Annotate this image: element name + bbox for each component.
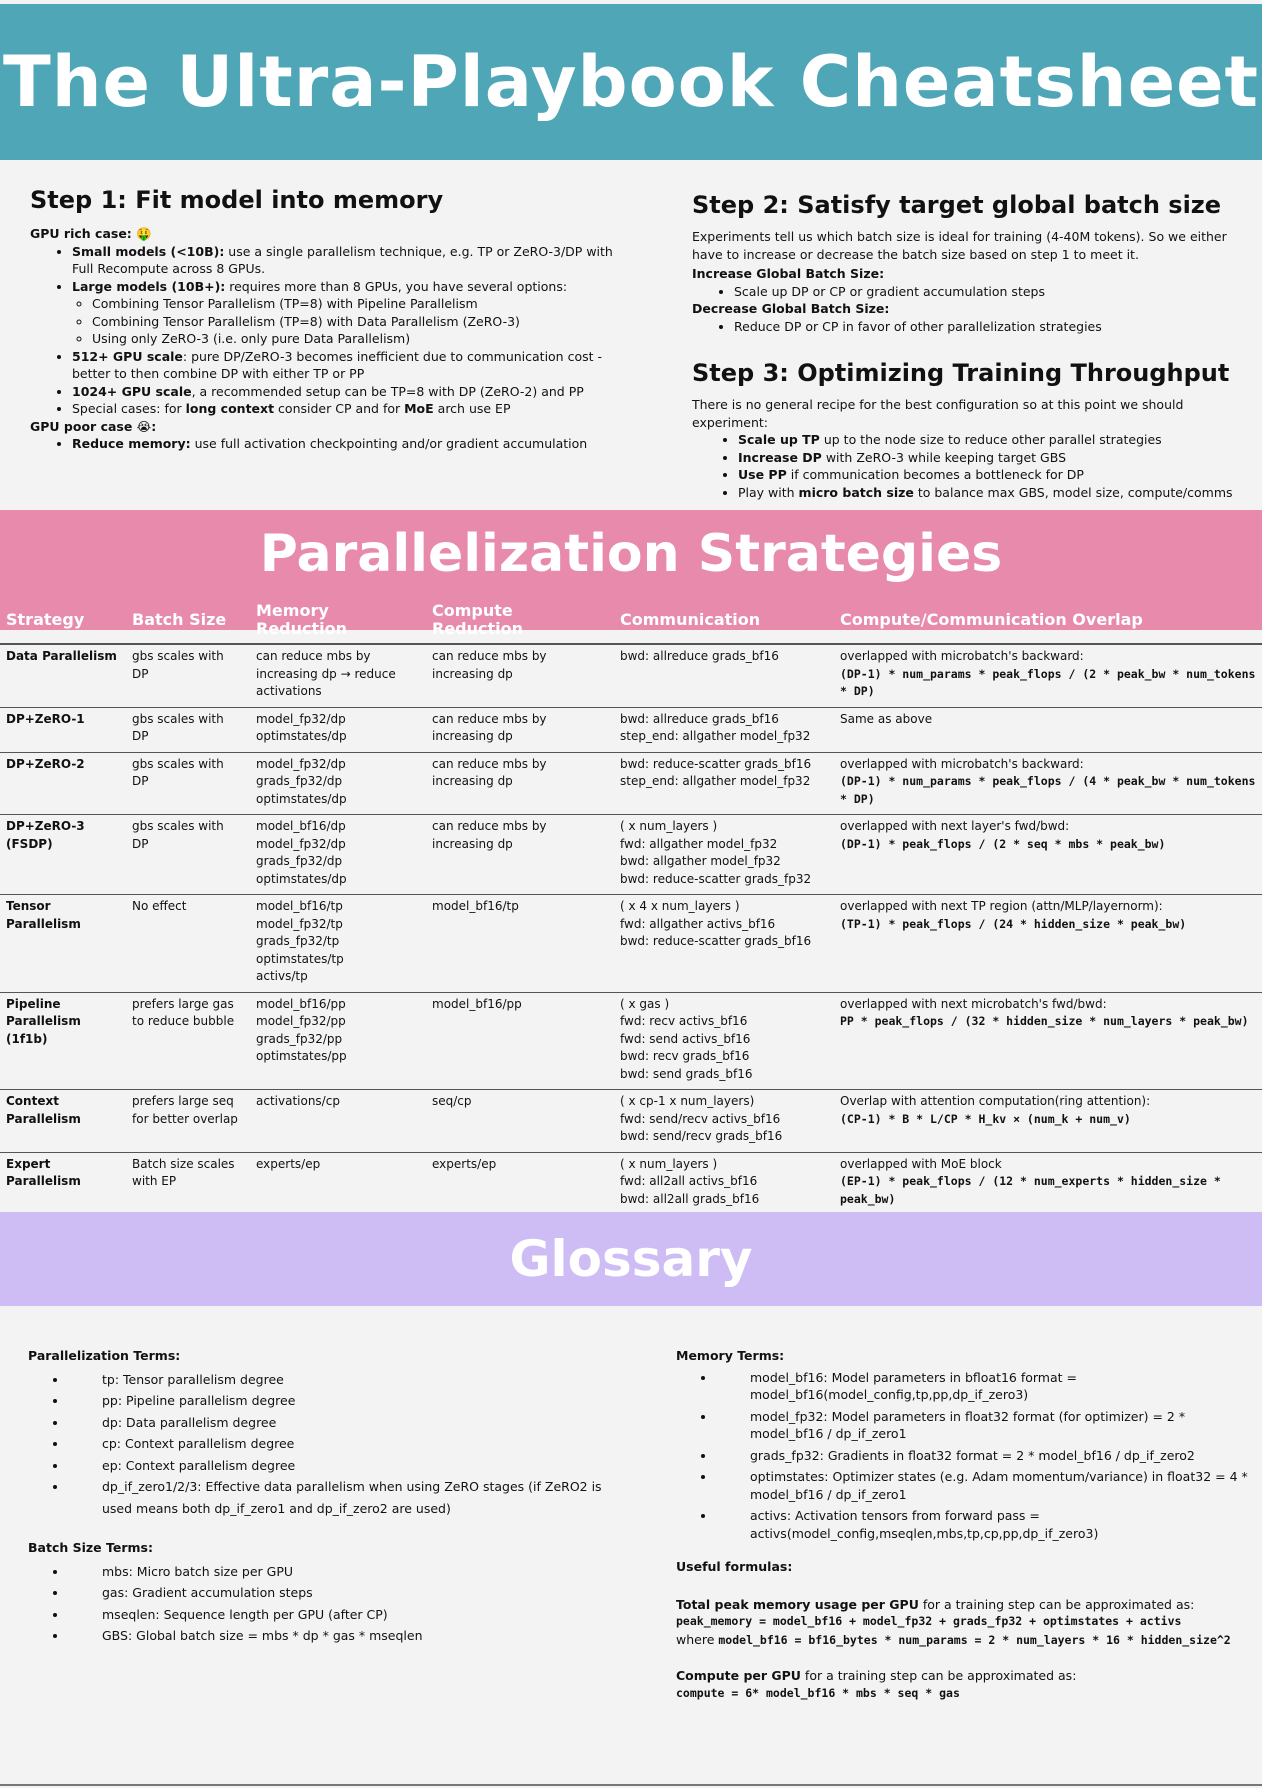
column-header: Compute/Communication Overlap bbox=[840, 609, 1143, 629]
list-item: • tp: Tensor parallelism degree bbox=[68, 1369, 628, 1391]
overlap-cell: overlapped with next TP region (attn/MLP/layernorm): (TP-1) * peak_flops / (24 * hidden_size * peak_bw) bbox=[834, 895, 1262, 993]
memory-reduction-cell: model_fp32/dp optimstates/dp bbox=[256, 711, 347, 743]
strategy-name: Tensor Parallelism bbox=[6, 899, 81, 931]
communication-cell: bwd: reduce-scatter grads_bf16 step_end: allgather model_fp32 bbox=[620, 756, 812, 788]
strategy-name: Data Parallelism bbox=[6, 649, 117, 663]
strategy-name: DP+ZeRO-1 bbox=[6, 711, 85, 726]
overlap-cell: overlapped with microbatch's backward: (DP-1) * num_params * peak_flops / (2 * peak_bw * num_tokens * DP) bbox=[834, 644, 1262, 707]
gpu-poor-label: GPU poor case 😭: bbox=[30, 418, 157, 434]
step1-heading: Step 1: Fit model into memory bbox=[30, 186, 444, 214]
strategy-name: DP+ZeRO-2 bbox=[6, 756, 85, 771]
batch-size-cell: gbs scales with DP bbox=[132, 711, 224, 743]
column-header: Compute Reduction bbox=[432, 601, 524, 638]
memory-reduction-cell: model_fp32/dp grads_fp32/dp optimstates/dp bbox=[256, 756, 347, 806]
compute-reduction-cell: can reduce mbs by increasing dp bbox=[432, 756, 547, 788]
list-item: • Increase DP with ZeRO-3 while keeping target GBS bbox=[738, 449, 1257, 467]
list-item: • activs: Activation tensors from forward pass = activs(model_config,mseqlen,mbs,tp,cp,pp,dp_if_zero3) bbox=[716, 1507, 1256, 1542]
step3-section bbox=[692, 358, 1257, 501]
column-header: Batch Size bbox=[132, 609, 227, 629]
list-item: • Use PP if communication becomes a bottleneck for DP bbox=[738, 466, 1257, 484]
title-banner bbox=[0, 4, 1262, 160]
peak-memory-formula: Total peak memory usage per GPU for a training step can be approximated as: peak_memory = model_bf16 + model_fp32 + grads_fp32 + optimstates + activs where model_bf16 = bf16_bytes * num_params = 2 * num_layers * 16 * hidden_size^2 bbox=[676, 1596, 1231, 1647]
list-item: • model_fp32: Model parameters in float32 format (for optimizer) = 2 * model_bf16 / dp_if_zero1 bbox=[716, 1408, 1256, 1443]
glossary-right bbox=[676, 1345, 1256, 1702]
overlap-cell: Same as above bbox=[840, 711, 933, 726]
step1-section bbox=[30, 185, 625, 453]
compute-reduction-cell: can reduce mbs by increasing dp bbox=[432, 819, 547, 851]
list-item: • gas: Gradient accumulation steps bbox=[68, 1582, 628, 1604]
strategy-name: DP+ZeRO-3 (FSDP) bbox=[6, 819, 85, 851]
list-item: • grads_fp32: Gradients in float32 format = 2 * model_bf16 / dp_if_zero2 bbox=[716, 1447, 1256, 1465]
list-item: • Reduce DP or CP in favor of other parallelization strategies bbox=[734, 318, 1252, 336]
compute-formula: Compute per GPU for a training step can be approximated as: compute = 6* model_bf16 * mbs * seq * gas bbox=[676, 1668, 1077, 1700]
memory-reduction-cell: model_bf16/tp model_fp32/tp grads_fp32/tp optimstates/tp activs/tp bbox=[256, 899, 344, 983]
step2-description: Experiments tell us which batch size is ideal for training (4-40M tokens). So we either have to increase or decrease the batch size based on step 1 to meet it. bbox=[692, 229, 1227, 262]
list-item: • 512+ GPU scale: pure DP/ZeRO-3 becomes inefficient due to communication cost - better to then combine DP with either TP or PP bbox=[72, 348, 625, 383]
list-item: • Play with micro batch size to balance max GBS, model size, compute/comms bbox=[738, 484, 1257, 502]
list-item: • dp_if_zero1/2/3: Effective data parallelism when using ZeRO stages (if ZeRO2 is used means both dp_if_zero1 and dp_if_zero2 are used) bbox=[68, 1476, 628, 1519]
overlap-formula: (DP-1) * num_params * peak_flops / (2 * peak_bw * num_tokens * DP) bbox=[840, 666, 1256, 698]
list-item: • Special cases: for long context consider CP and for MoE arch use EP bbox=[72, 400, 625, 418]
list-item: • Scale up DP or CP or gradient accumulation steps bbox=[734, 283, 1252, 301]
list-item: • cp: Context parallelism degree bbox=[68, 1433, 628, 1455]
overlap-cell: overlapped with next microbatch's fwd/bwd: PP * peak_flops / (32 * hidden_size * num_layers * peak_bw) bbox=[834, 992, 1262, 1090]
decrease-label: Decrease Global Batch Size: bbox=[692, 301, 890, 316]
par-terms-label: Parallelization Terms: bbox=[28, 1348, 181, 1363]
memory-reduction-cell: can reduce mbs by increasing dp → reduce activations bbox=[256, 649, 396, 698]
communication-cell: bwd: allreduce grads_bf16 bbox=[620, 649, 779, 663]
list-item: ◦ Combining Tensor Parallelism (TP=8) with Data Parallelism (ZeRO-3) bbox=[92, 313, 625, 331]
list-item: • GBS: Global batch size = mbs * dp * gas * mseqlen bbox=[68, 1625, 628, 1647]
list-item: • mbs: Micro batch size per GPU bbox=[68, 1561, 628, 1583]
table-row bbox=[0, 992, 1262, 1090]
overlap-formula: PP * peak_flops / (32 * hidden_size * num_layers * peak_bw) bbox=[840, 1014, 1249, 1028]
batch-size-cell: gbs scales with DP bbox=[132, 819, 224, 851]
batch-size-cell: gbs scales with DP bbox=[132, 649, 224, 681]
step2-section bbox=[692, 190, 1252, 335]
glossary-left bbox=[28, 1345, 628, 1647]
compute-reduction-cell: model_bf16/tp bbox=[432, 899, 519, 913]
list-item: • Scale up TP up to the node size to reduce other parallel strategies bbox=[738, 431, 1257, 449]
memory-terms-label: Memory Terms: bbox=[676, 1348, 785, 1363]
glossary-banner bbox=[0, 1212, 1262, 1306]
batch-size-cell: gbs scales with DP bbox=[132, 756, 224, 788]
overlap-formula: (CP-1) * B * L/CP * H_kv × (num_k + num_v) bbox=[840, 1111, 1131, 1126]
list-item: • dp: Data parallelism degree bbox=[68, 1412, 628, 1434]
overlap-cell: overlapped with microbatch's backward: (DP-1) * num_params * peak_flops / (4 * peak_bw * num_tokens * DP) bbox=[834, 752, 1262, 815]
column-header: Strategy bbox=[6, 609, 85, 629]
list-item: • 1024+ GPU scale, a recommended setup can be TP=8 with DP (ZeRO-2) and PP bbox=[72, 383, 625, 401]
table-row bbox=[0, 1152, 1262, 1215]
communication-cell: ( x num_layers ) fwd: allgather model_fp32 bwd: allgather model_fp32 bwd: reduce-scatter grads_fp32 bbox=[620, 819, 812, 886]
batch-size-cell: prefers large seq for better overlap bbox=[132, 1094, 238, 1126]
parallelization-heading: Parallelization Strategies bbox=[259, 524, 1003, 584]
batch-size-cell: No effect bbox=[132, 899, 187, 913]
list-item: • mseqlen: Sequence length per GPU (after CP) bbox=[68, 1604, 628, 1626]
bottom-divider bbox=[0, 1784, 1262, 1786]
strategy-name: Expert Parallelism bbox=[6, 1156, 81, 1188]
communication-cell: bwd: allreduce grads_bf16 step_end: allgather model_fp32 bbox=[620, 711, 811, 743]
compute-reduction-cell: can reduce mbs by increasing dp bbox=[432, 711, 547, 743]
list-item: • ep: Context parallelism degree bbox=[68, 1455, 628, 1477]
list-item: ◦ Combining Tensor Parallelism (TP=8) with Pipeline Parallelism bbox=[92, 295, 625, 313]
table-body bbox=[0, 644, 1262, 1215]
memory-reduction-cell: model_bf16/dp model_fp32/dp grads_fp32/dp optimstates/dp bbox=[256, 819, 347, 886]
table-row bbox=[0, 644, 1262, 707]
gpu-poor-list bbox=[30, 435, 625, 453]
table-row bbox=[0, 1090, 1262, 1153]
batch-terms-label: Batch Size Terms: bbox=[28, 1540, 153, 1555]
overlap-formula: (EP-1) * peak_flops / (12 * num_experts * hidden_size * peak_bw) bbox=[840, 1174, 1221, 1206]
column-header: Memory Reduction bbox=[256, 601, 348, 638]
compute-reduction-cell: experts/ep bbox=[432, 1156, 497, 1171]
column-header: Communication bbox=[620, 609, 761, 629]
list-item: ◦ Using only ZeRO-3 (i.e. only pure Data Parallelism) bbox=[92, 330, 625, 348]
overlap-cell: overlapped with MoE block (EP-1) * peak_flops / (12 * num_experts * hidden_size * peak_bw) bbox=[834, 1152, 1262, 1215]
communication-cell: ( x 4 x num_layers ) fwd: allgather activs_bf16 bwd: reduce-scatter grads_bf16 bbox=[620, 899, 812, 948]
par-terms-list bbox=[28, 1369, 628, 1520]
memory-reduction-cell: experts/ep bbox=[256, 1156, 321, 1171]
step3-description: There is no general recipe for the best configuration so at this point we should experiment: bbox=[692, 397, 1184, 430]
gpu-rich-list bbox=[30, 243, 625, 418]
list-item: • Large models (10B+): requires more than 8 GPUs, you have several options: ◦ Combining Tensor Parallelism (TP=8) with Pipeline Parallelism ◦ Combining Tensor Parallelism (TP=8) with Data Parallelism (ZeRO-3) ◦ Using only ZeRO-3 (i.e. only pure Data Parallelism) bbox=[72, 278, 625, 348]
memory-reduction-cell: activations/cp bbox=[256, 1094, 340, 1108]
overlap-formula: (TP-1) * peak_flops / (24 * hidden_size * peak_bw) bbox=[840, 916, 1187, 931]
compute-reduction-cell: seq/cp bbox=[432, 1094, 472, 1108]
memory-terms-list bbox=[676, 1369, 1256, 1543]
table-row bbox=[0, 815, 1262, 895]
communication-cell: ( x cp-1 x num_layers) fwd: send/recv activs_bf16 bwd: send/recv grads_bf16 bbox=[620, 1094, 783, 1143]
overlap-cell: overlapped with next layer's fwd/bwd: (DP-1) * peak_flops / (2 * seq * mbs * peak_bw) bbox=[834, 815, 1262, 895]
compute-reduction-cell: can reduce mbs by increasing dp bbox=[432, 649, 547, 681]
list-item: • model_bf16: Model parameters in bfloat16 format = model_bf16(model_config,tp,pp,dp_if_zero3) bbox=[716, 1369, 1256, 1404]
list-item: • pp: Pipeline parallelism degree bbox=[68, 1390, 628, 1412]
useful-formulas-label: Useful formulas: bbox=[676, 1559, 793, 1574]
table-row bbox=[0, 895, 1262, 993]
overlap-cell: Overlap with attention computation(ring attention): (CP-1) * B * L/CP * H_kv × (num_k + num_v) bbox=[834, 1090, 1262, 1153]
table-header-row bbox=[0, 598, 1262, 644]
strategy-name: Pipeline Parallelism (1f1b) bbox=[6, 996, 81, 1046]
overlap-formula: (DP-1) * num_params * peak_flops / (4 * peak_bw * num_tokens * DP) bbox=[840, 774, 1256, 806]
increase-label: Increase Global Batch Size: bbox=[692, 266, 885, 281]
strategy-name: Context Parallelism bbox=[6, 1094, 81, 1126]
step3-heading: Step 3: Optimizing Training Throughput bbox=[692, 359, 1230, 387]
step2-heading: Step 2: Satisfy target global batch size bbox=[692, 191, 1222, 219]
list-item: • Small models (<10B): use a single parallelism technique, e.g. TP or ZeRO-3/DP with Full Recompute across 8 GPUs. bbox=[72, 243, 625, 278]
batch-terms-list bbox=[28, 1561, 628, 1647]
list-item: • optimstates: Optimizer states (e.g. Adam momentum/variance) in float32 = 4 * model_bf16 / dp_if_zero1 bbox=[716, 1468, 1256, 1503]
table-row bbox=[0, 752, 1262, 815]
memory-reduction-cell: model_bf16/pp model_fp32/pp grads_fp32/pp optimstates/pp bbox=[256, 996, 347, 1063]
strategy-table bbox=[0, 598, 1262, 1215]
page-title: The Ultra-Playbook Cheatsheet bbox=[2, 41, 1260, 123]
overlap-formula: (DP-1) * peak_flops / (2 * seq * mbs * peak_bw) bbox=[840, 836, 1166, 851]
gpu-rich-label: GPU rich case: 🤑 bbox=[30, 226, 152, 241]
batch-size-cell: Batch size scales with EP bbox=[132, 1156, 235, 1188]
list-item: • Reduce memory: use full activation checkpointing and/or gradient accumulation bbox=[72, 435, 625, 453]
table-row bbox=[0, 707, 1262, 752]
compute-reduction-cell: model_bf16/pp bbox=[432, 996, 522, 1011]
batch-size-cell: prefers large gas to reduce bubble bbox=[132, 996, 235, 1028]
communication-cell: ( x gas ) fwd: recv activs_bf16 fwd: send activs_bf16 bwd: recv grads_bf16 bwd: send grads_bf16 bbox=[620, 996, 753, 1081]
communication-cell: ( x num_layers ) fwd: all2all activs_bf16 bwd: all2all grads_bf16 bbox=[620, 1156, 760, 1206]
glossary-heading: Glossary bbox=[509, 1230, 753, 1288]
